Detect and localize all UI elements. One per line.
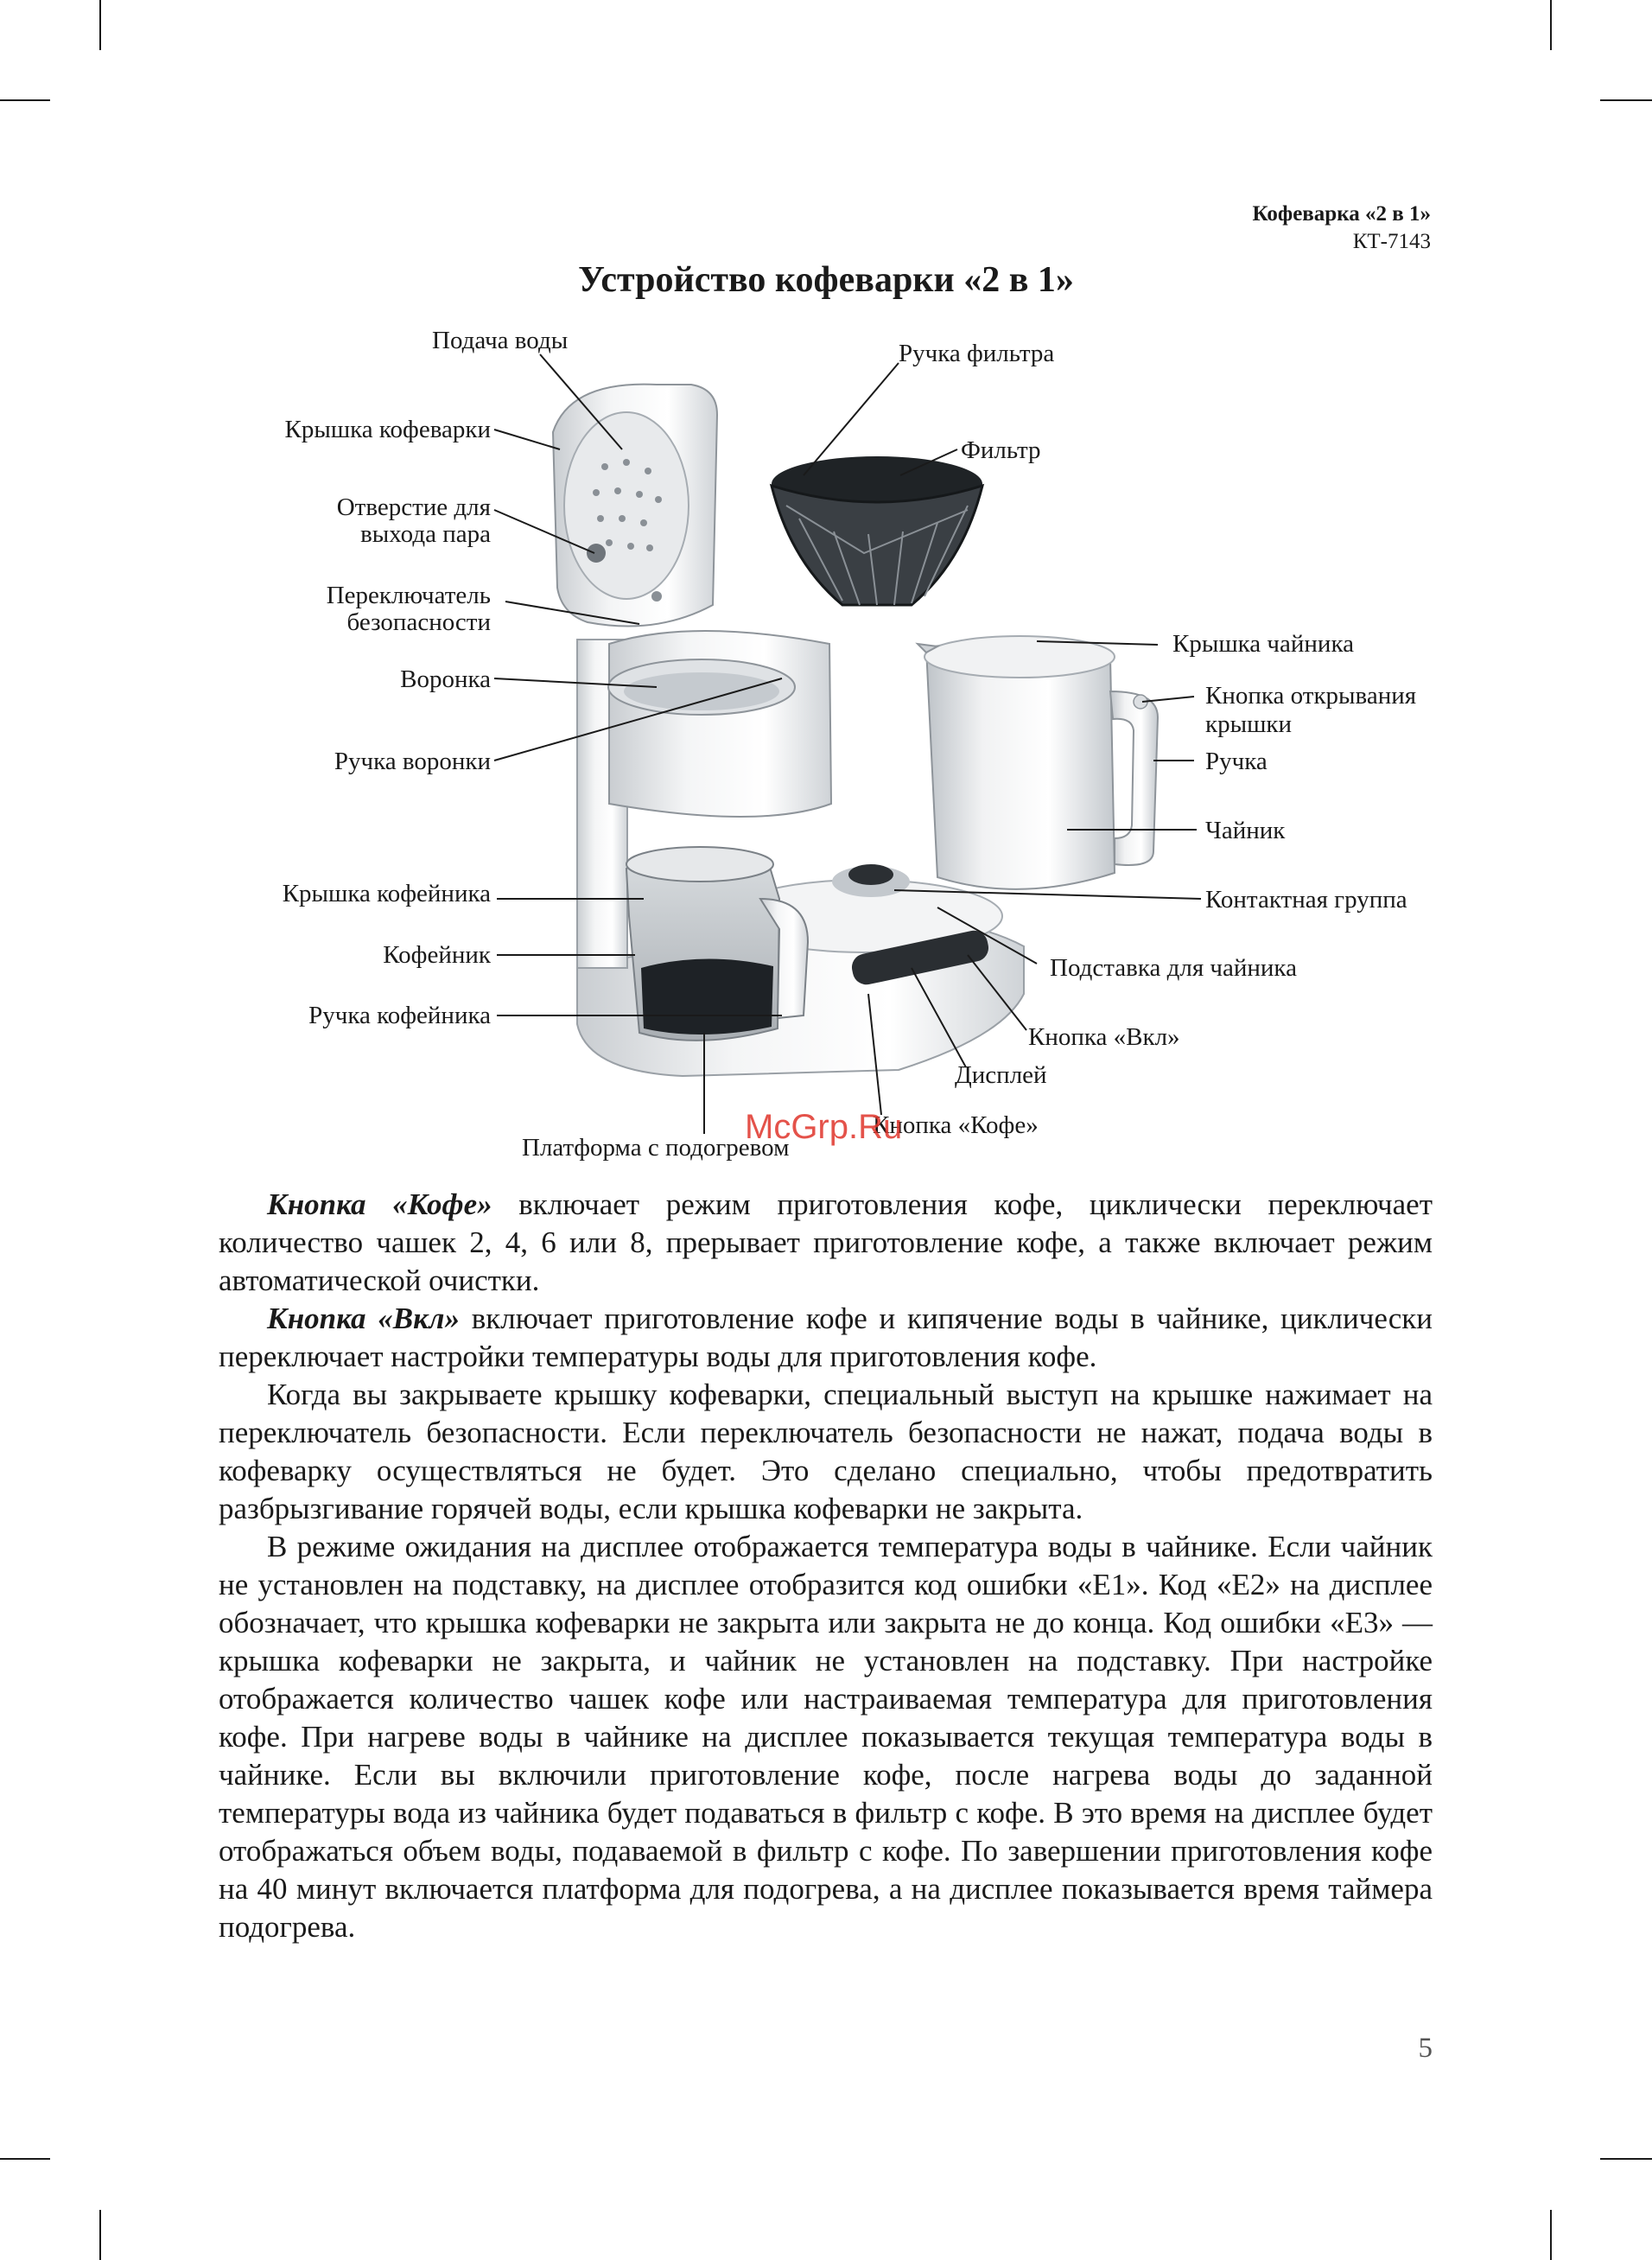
label-warming-platform: Платформа с подогревом — [522, 1134, 790, 1162]
paragraph — [219, 1186, 1433, 1300]
label-lid-button: Кнопка открывания — [1205, 682, 1417, 710]
label-handle: Ручка — [1205, 748, 1268, 775]
label-on-button: Кнопка «Вкл» — [1028, 1023, 1180, 1051]
crop-mark — [1550, 2210, 1552, 2260]
label-kettle: Чайник — [1205, 817, 1286, 844]
label-water-supply: Подача воды — [432, 327, 569, 354]
model-title: Кофеварка «2 в 1» — [1252, 202, 1431, 226]
crop-mark — [0, 2158, 50, 2160]
label-kettle-base: Подставка для чайника — [1050, 954, 1297, 982]
label-steam-hole: Отверстие для — [336, 493, 491, 521]
crop-mark — [1600, 2158, 1652, 2160]
label-carafe-lid: Крышка кофейника — [282, 880, 491, 907]
funnel-housing — [608, 631, 831, 817]
paragraph: Когда вы закрываете крышку кофеварки, специальный выступ на крышке нажимает на переключатель безопасности. Если переключатель безопасности не нажат, подача воды в кофеварку осуществляться не будет. Это сделано специально, чтобы предотвратить разбрызгивание горячей воды, если крышка кофеварки не закрыта. — [219, 1378, 1433, 1525]
label-carafe: Кофейник — [383, 941, 491, 969]
contact-group-shape — [832, 864, 910, 897]
label-carafe-handle: Ручка кофейника — [308, 1002, 491, 1029]
label-filter-handle: Ручка фильтра — [899, 340, 1055, 367]
label-display: Дисплей — [955, 1061, 1047, 1089]
label-contact-group: Контактная группа — [1205, 886, 1407, 914]
label-safety-switch: Переключатель — [326, 582, 491, 609]
carafe-shape — [626, 847, 808, 1041]
crop-mark — [99, 0, 101, 50]
paragraph: В режиме ожидания на дисплее отображается температура воды в чайнике. Если чайник не установлен на подставку, на дисплее отобразится код ошибки «E1». Код «E2» на дисплее обозначает, что крышка кофеварки не закрыта или закрыта не до конца. Код ошибки «E3» — крышка кофеварки не закрыта, и чайник не установлен на подставку. При настройке отображается количество чашек кофе или настраиваемая температура для приготовления кофе. При нагреве воды в чайнике на дисплее показывается текущая температура воды в чайнике. Если вы включили приготовление кофе, после нагрева воды до заданной температуры вода из чайника будет подаваться в фильтр с кофе. В это время на дисплее будет отображаться объем воды, подаваемой в фильтр с кофе. По завершении приготовления кофе на 40 минут включается платформа для подогрева, а на дисплее показывается время таймера подогрева. — [219, 1530, 1433, 1944]
page-number: 5 — [1418, 2033, 1433, 2064]
term-on-button: Кнопка «Вкл» — [267, 1302, 460, 1335]
paragraph-text: включает приготовление кофе и кипячение воды в чайнике, циклически переключает настройки температуры воды для приготовления кофе. — [219, 1302, 1433, 1373]
model-code: КТ-7143 — [1352, 230, 1431, 253]
crop-mark — [0, 99, 50, 101]
label-filter: Фильтр — [961, 436, 1041, 464]
label-safety-switch: безопасности — [346, 608, 491, 636]
device-diagram — [0, 311, 1652, 1167]
label-coffee-button: Кнопка «Кофе» — [873, 1111, 1039, 1139]
running-header — [1253, 201, 1431, 256]
crop-mark — [99, 2210, 101, 2260]
label-funnel-handle: Ручка воронки — [334, 748, 491, 775]
label-lid-button: крышки — [1205, 710, 1293, 738]
page-title: Устройство кофеварки «2 в 1» — [578, 260, 1074, 300]
label-kettle-lid: Крышка чайника — [1172, 630, 1354, 658]
coffee-maker-lid — [553, 385, 717, 627]
label-steam-hole: выхода пара — [360, 520, 491, 548]
crop-mark — [1550, 0, 1552, 50]
label-lid: Крышка кофеварки — [284, 416, 491, 443]
paragraph-text: включает режим приготовления кофе, циклически переключает количество чашек 2, 4, 6 или 8, прерывает приготовление кофе, а также включает режим автоматической очистки. — [219, 1187, 1433, 1297]
label-funnel: Воронка — [400, 665, 491, 693]
kettle-shape — [918, 636, 1158, 889]
watermark: McGrp.Ru — [745, 1108, 903, 1146]
paragraph — [219, 1300, 1433, 1376]
body-text — [219, 1186, 1433, 1946]
term-coffee-button: Кнопка «Кофе» — [267, 1187, 492, 1221]
crop-mark — [1600, 99, 1652, 101]
filter-shape — [772, 456, 982, 605]
